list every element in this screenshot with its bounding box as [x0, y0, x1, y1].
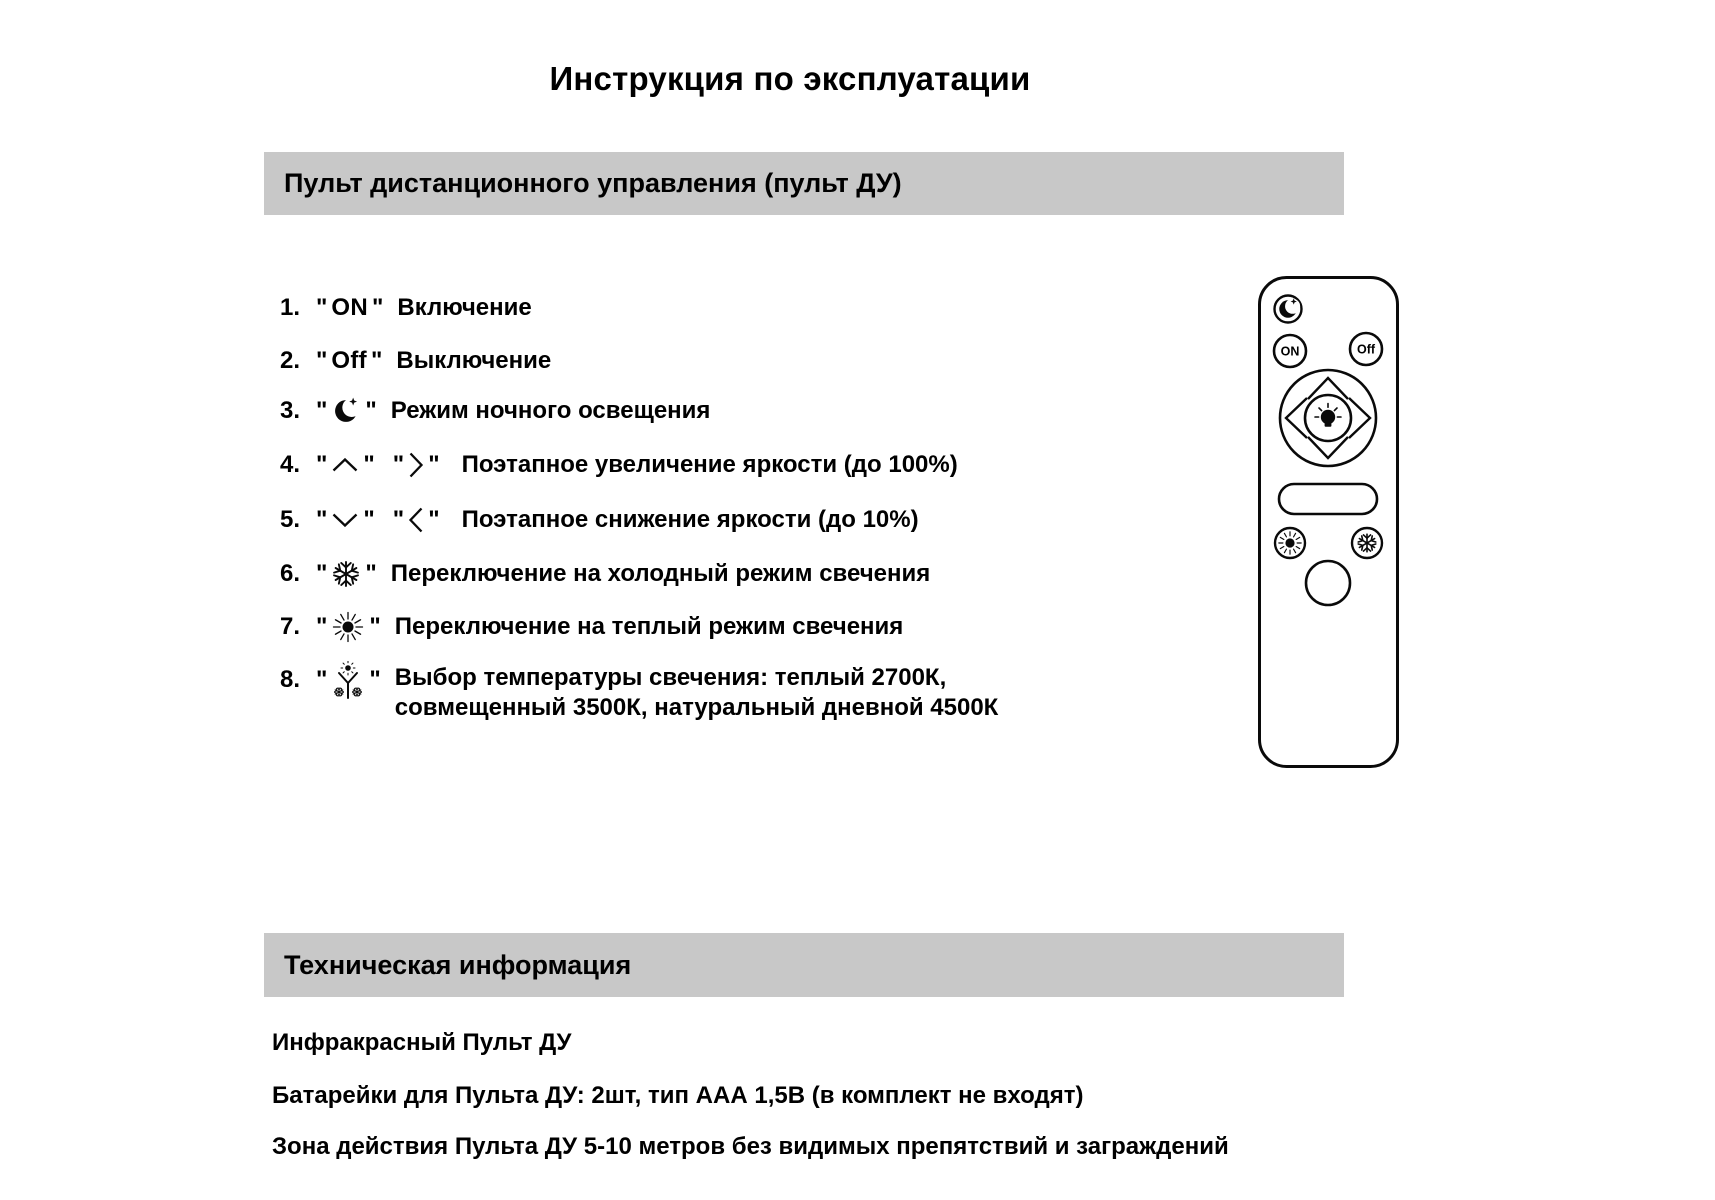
tech-section-header-bar [264, 933, 1344, 997]
item-text: Выбор температуры свечения: теплый 2700К, совмещенный 3500К, натуральный дневной 4500К [394, 664, 999, 721]
tech-line-ir: Инфракрасный Пульт ДУ [272, 1029, 572, 1056]
snowflake-icon [331, 559, 361, 589]
instruction-item [280, 610, 903, 644]
quote-mark: " [372, 294, 384, 321]
item-number: 7. [280, 613, 301, 640]
instruction-list [280, 0, 1290, 760]
item-text: Переключение на теплый режим свечения [394, 613, 904, 640]
tech-line-batteries: Батарейки для Пульта ДУ: 2шт, тип ААА 1,5В (в комплект не входят) [272, 1082, 1084, 1109]
item-text: Поэтапное снижение яркости (до 10%) [461, 506, 919, 533]
chevron-left-icon [408, 506, 424, 534]
quote-mark: " [369, 666, 381, 693]
remote-section-header: Пульт дистанционного управления (пульт ДУ) [284, 168, 902, 198]
quote-mark: " [365, 560, 377, 587]
quote-mark: " [316, 397, 328, 424]
button-label: Off [331, 347, 367, 374]
item-number: 1. [280, 294, 301, 321]
item-text: Выключение [396, 347, 552, 374]
quote-mark: " [363, 451, 375, 478]
quote-mark: " [316, 294, 328, 321]
remote-illustration [1258, 276, 1399, 768]
off-button-label: Off [1356, 342, 1376, 357]
item-number: 3. [280, 397, 301, 424]
quote-mark: " [392, 451, 405, 478]
on-button-label: ON [1280, 344, 1300, 359]
item-text: Режим ночного освещения [390, 397, 711, 424]
quote-mark: " [369, 613, 381, 640]
item-number: 8. [280, 666, 301, 693]
instruction-item [280, 344, 551, 378]
instruction-item [280, 448, 958, 482]
instruction-item [280, 394, 710, 428]
page-title: Инструкция по эксплуатации [549, 60, 1031, 97]
quote-mark: " [316, 613, 328, 640]
chevron-up-icon [331, 457, 359, 473]
item-number: 5. [280, 506, 301, 533]
quote-mark: " [316, 560, 328, 587]
quote-mark: " [392, 506, 405, 533]
quote-mark: " [316, 666, 328, 693]
quote-mark: " [428, 451, 440, 478]
item-number: 2. [280, 347, 301, 374]
quote-mark: " [363, 506, 375, 533]
sun-icon [331, 610, 365, 644]
button-label: ON [331, 294, 369, 321]
quote-mark: " [316, 451, 328, 478]
instruction-item [280, 291, 532, 325]
tech-section-header: Техническая информация [284, 949, 632, 980]
quote-mark: " [316, 347, 328, 374]
item-number: 4. [280, 451, 301, 478]
chevron-down-icon [331, 512, 359, 528]
color-temp-icon [331, 661, 365, 701]
instruction-item [280, 557, 930, 591]
warm-mode-button [1275, 528, 1305, 558]
item-text: Поэтапное увеличение яркости (до 100%) [461, 451, 958, 478]
instruction-item [280, 503, 919, 537]
instruction-item [280, 663, 998, 723]
chevron-right-icon [408, 451, 424, 479]
item-number: 6. [280, 560, 301, 587]
tech-line-range: Зона действия Пульта ДУ 5-10 метров без видимых препятствий и заграждений [272, 1133, 1229, 1160]
quote-mark: " [370, 347, 383, 374]
moon-icon [331, 396, 361, 426]
quote-mark: " [428, 506, 440, 533]
quote-mark: " [365, 397, 377, 424]
quote-mark: " [316, 506, 328, 533]
item-text: Переключение на холодный режим свечения [390, 560, 931, 587]
item-text: Включение [397, 294, 532, 321]
